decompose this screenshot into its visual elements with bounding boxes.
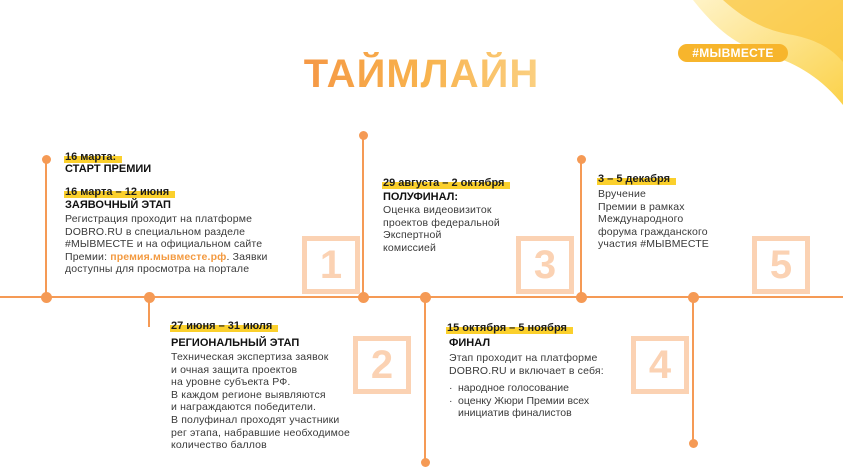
stage-3-description: Оценка видеовизиток проектов федеральной Экспертной комиссией (383, 204, 500, 254)
timeline-node (688, 292, 699, 303)
stage-1-connector (45, 158, 47, 298)
stage-number-4: 4 (631, 336, 689, 394)
stage-3-connector (362, 135, 364, 297)
stage-4-bullets (449, 382, 629, 420)
stage-4-connector (424, 297, 426, 462)
list-item: · народное голосование (449, 382, 569, 394)
timeline-node (689, 439, 698, 448)
stage-2-date: 27 июня – 31 июля (170, 320, 278, 332)
website-link[interactable]: премия.мывместе.рф (110, 250, 227, 263)
timeline-node (42, 155, 51, 164)
stage-3-title: ПОЛУФИНАЛ: (383, 191, 459, 203)
stage-4-date: 15 октября – 5 ноября (446, 322, 573, 334)
timeline-node (41, 292, 52, 303)
stage-number-5: 5 (752, 236, 810, 294)
stage-3-date: 29 августа – 2 октября (382, 177, 510, 189)
page-title: ТАЙМЛАЙН (303, 52, 540, 96)
list-item: · оценку Жюри Премии всех (449, 394, 590, 407)
stage-1-start-title: СТАРТ ПРЕМИИ (65, 163, 152, 175)
stage-number-1: 1 (302, 236, 360, 294)
stage-5-date: 3 – 5 декабря (597, 173, 676, 185)
hashtag-badge: #МЫВМЕСТЕ (678, 44, 788, 62)
timeline-node (576, 292, 587, 303)
stage-number-2: 2 (353, 336, 411, 394)
stage-4-description: Этап проходит на платформе DOBRO.RU и включает в себя: (449, 352, 604, 377)
timeline-node (421, 458, 430, 467)
stage-1-date: 16 марта – 12 июня (64, 186, 175, 198)
stage-5-connector (580, 158, 582, 298)
stage-1-description: Регистрация проходит на платформе DOBRO.RU в специальном разделе #МЫВМЕСТЕ и на официальном сайте Премии: премия.мывместе.рф. Заявки доступны для просмотра на портале (65, 213, 268, 276)
stage-5-description: Вручение Премии в рамках Международного форума гражданского участия #МЫВМЕСТЕ (598, 188, 709, 251)
stage-6-connector (692, 297, 694, 443)
list-item: инициатив финалистов (458, 407, 572, 420)
stage-1-title: ЗАЯВОЧНЫЙ ЭТАП (65, 199, 171, 211)
timeline-node (144, 292, 155, 303)
timeline-node (359, 131, 368, 140)
stage-4-title: ФИНАЛ (449, 337, 491, 349)
stage-2-description: Техническая экспертиза заявок и очная защита проектов на уровне субъекта РФ. В каждом регионе выявляются и награждаются победители. В полуфинал проходят участники рег этапа, набравшие необходимое количество баллов (171, 351, 350, 452)
timeline-node (577, 155, 586, 164)
timeline-node (420, 292, 431, 303)
stage-2-title: РЕГИОНАЛЬНЫЙ ЭТАП (171, 337, 300, 349)
stage-number-3: 3 (516, 236, 574, 294)
stage-1-start-date: 16 марта: (64, 151, 122, 163)
